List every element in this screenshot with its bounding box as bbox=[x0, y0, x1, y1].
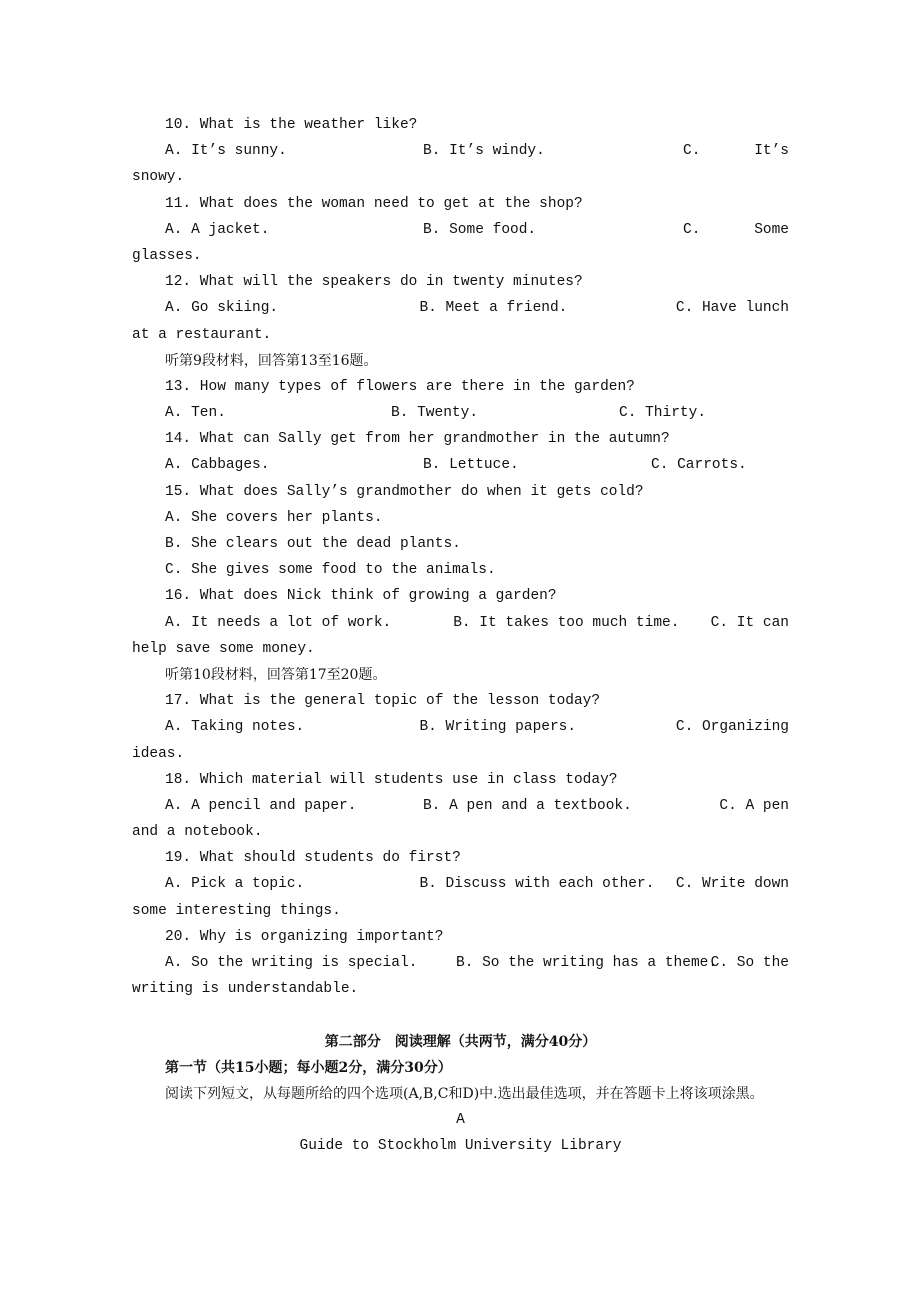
option-c: C. Write down bbox=[675, 876, 789, 893]
option-c: C. So the bbox=[710, 955, 789, 971]
question-20-stem: 20. Why is organizing important? bbox=[165, 928, 444, 945]
option-c-label: C. bbox=[683, 143, 701, 160]
question-14-options bbox=[132, 452, 789, 478]
option-c: C. A pen bbox=[719, 797, 789, 814]
option-a: A. She covers her plants. bbox=[165, 509, 383, 526]
question-15-stem: 15. What does Sally’s grandmother do when it gets cold? bbox=[165, 483, 644, 500]
option-c: C. Thirty. bbox=[619, 405, 707, 422]
option-a: A. Pick a topic. bbox=[165, 876, 305, 893]
section-1-title: 第一节（共15小题；每小题2分，满分30分） bbox=[165, 1059, 452, 1076]
option-b: B. It’s windy. bbox=[423, 143, 545, 160]
question-11-options bbox=[132, 217, 789, 243]
question-20-options bbox=[132, 950, 789, 976]
question-13-options bbox=[132, 400, 789, 426]
option-c: C. It can bbox=[710, 614, 789, 631]
question-19-continuation: some interesting things. bbox=[132, 902, 341, 919]
question-12-options bbox=[132, 295, 789, 321]
question-17-stem: 17. What is the general topic of the lesson today? bbox=[165, 693, 601, 710]
question-11-continuation: glasses. bbox=[132, 247, 202, 264]
option-a: A. A jacket. bbox=[165, 221, 270, 238]
passage-letter: A bbox=[456, 1112, 465, 1129]
option-c: C. Organizing bbox=[675, 719, 789, 736]
question-18-continuation: and a notebook. bbox=[132, 824, 263, 841]
question-17-continuation: ideas. bbox=[132, 745, 185, 762]
question-12-stem: 12. What will the speakers do in twenty minutes? bbox=[165, 274, 583, 291]
question-10-stem: 10. What is the weather like? bbox=[165, 117, 418, 133]
question-20-continuation: writing is understandable. bbox=[132, 981, 359, 998]
question-19-stem: 19. What should students do first? bbox=[165, 850, 461, 867]
option-c-text: It’s bbox=[754, 143, 789, 160]
option-b: B. Meet a friend. bbox=[419, 300, 568, 317]
question-13-stem: 13. How many types of flowers are there in the garden? bbox=[165, 378, 635, 395]
option-a: A. It needs a lot of work. bbox=[165, 614, 392, 631]
option-a: A. So the writing is special. bbox=[165, 955, 418, 971]
exam-page bbox=[132, 112, 789, 1160]
question-12-continuation: at a restaurant. bbox=[132, 326, 272, 343]
option-b: B. Discuss with each other. bbox=[419, 876, 655, 893]
passage-title: Guide to Stockholm University Library bbox=[299, 1138, 622, 1155]
option-a: A. Ten. bbox=[165, 405, 226, 422]
question-14-stem: 14. What can Sally get from her grandmother in the autumn? bbox=[165, 431, 670, 448]
section-note-10: 听第10段材料，回答第17至20题。 bbox=[165, 666, 387, 683]
question-18-stem: 18. Which material will students use in class today? bbox=[165, 771, 618, 788]
option-b: B. Twenty. bbox=[391, 405, 479, 422]
question-11-stem: 11. What does the woman need to get at the shop? bbox=[165, 195, 583, 212]
option-c-text: Some bbox=[754, 221, 789, 238]
option-c-label: C. bbox=[683, 221, 701, 238]
option-a: A. Go skiing. bbox=[165, 300, 279, 317]
option-a: A. It’s sunny. bbox=[165, 143, 287, 160]
question-10-options bbox=[132, 138, 789, 164]
option-c: C. Carrots. bbox=[651, 457, 747, 474]
option-a: A. Cabbages. bbox=[165, 457, 270, 474]
option-a: A. Taking notes. bbox=[165, 719, 305, 736]
option-b: B. So the writing has a theme. bbox=[456, 955, 718, 971]
option-a: A. A pencil and paper. bbox=[165, 797, 357, 814]
question-10-continuation: snowy. bbox=[132, 169, 185, 186]
question-17-options bbox=[132, 714, 789, 740]
reading-instruction: 阅读下列短文，从每题所给的四个选项(A,B,C和D)中.选出最佳选项，并在答题卡上将该项涂黑。 bbox=[165, 1085, 764, 1102]
option-b: B. Some food. bbox=[423, 221, 537, 238]
question-16-stem: 16. What does Nick think of growing a garden? bbox=[165, 588, 557, 605]
option-c: C. She gives some food to the animals. bbox=[165, 562, 496, 579]
section-note-9: 听第9段材料，回答第13至16题。 bbox=[165, 352, 378, 369]
option-b: B. She clears out the dead plants. bbox=[165, 536, 461, 552]
option-b: B. It takes too much time. bbox=[453, 614, 680, 631]
part-2-title: 第二部分 阅读理解（共两节，满分40分） bbox=[324, 1033, 597, 1050]
question-18-options bbox=[132, 793, 789, 819]
question-16-options bbox=[132, 610, 789, 636]
spacer bbox=[132, 1002, 789, 1028]
option-b: B. A pen and a textbook. bbox=[423, 797, 632, 814]
question-16-continuation: help save some money. bbox=[132, 640, 315, 657]
option-b: B. Lettuce. bbox=[423, 457, 519, 474]
option-b: B. Writing papers. bbox=[419, 719, 577, 736]
option-c: C. Have lunch bbox=[675, 300, 789, 317]
question-19-options bbox=[132, 871, 789, 897]
